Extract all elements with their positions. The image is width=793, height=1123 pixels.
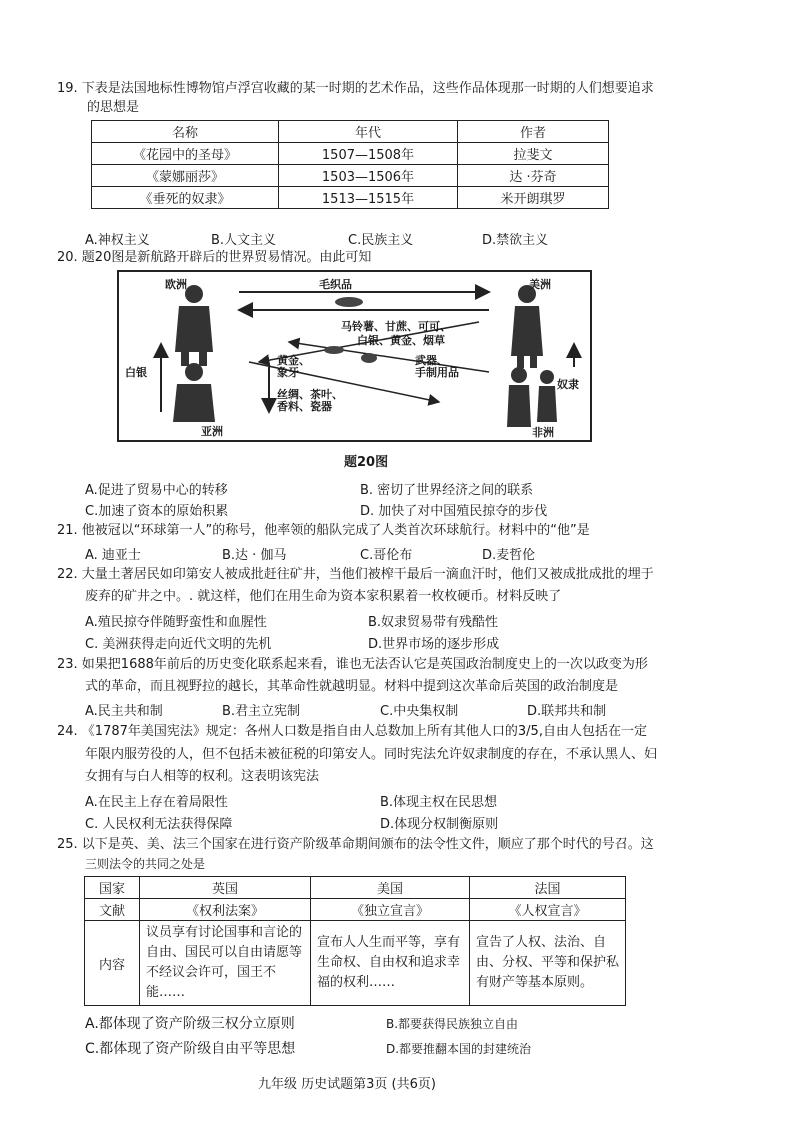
q25-country-usa: 美国: [311, 877, 470, 899]
label-silver: 白银: [125, 366, 147, 379]
q19-option-a[interactable]: A.神权主义: [85, 233, 150, 248]
q20-option-a[interactable]: A.促进了贸易中心的转移: [85, 483, 228, 498]
q22-option-a[interactable]: A.殖民掠夺伴随野蛮性和血腥性: [85, 615, 267, 630]
q25-row-label-content: 内容: [85, 921, 140, 1006]
q25-content-france: 宣告了人权、法治、自由、分权、平等和保护私有财产等基本原则。: [470, 921, 626, 1006]
label-americas-goods-2: 白银、黄金、烟草: [357, 334, 445, 347]
label-europe: 欧洲: [165, 278, 187, 291]
q19-cell: 1507—1508年: [279, 143, 458, 165]
q23-option-b[interactable]: B.君主立宪制: [222, 704, 301, 719]
q25-option-a[interactable]: A.都体现了资产阶级三权分立原则: [85, 1016, 295, 1032]
q24-option-d[interactable]: D.体现分权制衡原则: [380, 817, 499, 832]
trade-diagram: [119, 272, 590, 440]
q25-content-england: 议员享有讨论国事和言论的自由、国民可以自由请愿等不经议会许可，国王不能……: [140, 921, 311, 1006]
goods-icon: [324, 346, 344, 354]
label-slaves: 奴隶: [557, 378, 579, 391]
q25-doc-england: 《权利法案》: [140, 899, 311, 921]
q25-stem-line1: 25. 以下是英、美、法三个国家在进行资产阶级革命期间颁布的法令性文件，顺应了那个时代的号召。这: [57, 837, 654, 852]
q25-table: [84, 876, 626, 1006]
q20-trade-figure: [117, 270, 592, 442]
q19-cell: 1513—1515年: [279, 187, 458, 209]
q19-cell: 《垂死的奴隶》: [92, 187, 279, 209]
label-silk-1: 丝绸、茶叶、: [277, 388, 343, 401]
q20-option-c[interactable]: C.加速了资本的原始积累: [85, 504, 229, 519]
q19-header-period: 年代: [279, 121, 458, 143]
q23-stem-line2: 式的革命，而且视野拉的越长，其革命性就越明显。材料中提到这次革命后英国的政治制度是: [85, 679, 619, 694]
q23-option-a[interactable]: A.民主共和制: [85, 704, 163, 719]
q25-option-b[interactable]: B.都要获得民族独立自由: [386, 1017, 519, 1031]
q25-row-label-doc: 文献: [85, 899, 140, 921]
q24-option-b[interactable]: B.体现主权在民思想: [380, 795, 498, 810]
q19-header-author: 作者: [458, 121, 609, 143]
q25-option-d[interactable]: D.都要推翻本国的封建统治: [386, 1042, 532, 1056]
q24-option-a[interactable]: A.在民主上存在着局限性: [85, 795, 228, 810]
q22-option-b[interactable]: B.奴隶贸易带有残酷性: [368, 615, 499, 630]
q19-table: [91, 120, 609, 209]
q25-option-c[interactable]: C.都体现了资产阶级自由平等思想: [85, 1041, 296, 1057]
q19-cell: 《蒙娜丽莎》: [92, 165, 279, 187]
label-gold-ivory-2: 象牙: [277, 366, 299, 379]
q19-cell: 《花园中的圣母》: [92, 143, 279, 165]
q21-option-b[interactable]: B.达 · 伽马: [222, 548, 287, 563]
q25-stem-line2: 三则法令的共同之处是: [85, 857, 206, 871]
q19-option-d[interactable]: D.禁欲主义: [482, 233, 549, 248]
label-africa: 非洲: [532, 426, 554, 439]
goods-icon: [361, 353, 377, 363]
label-america: 美洲: [529, 278, 551, 291]
q19-stem-line2: 的思想是: [87, 100, 140, 115]
q24-stem-line1: 24. 《1787年美国宪法》规定：各州人口数是指自由人总数加上所有其他人口的3/5,自由人包括在一定: [57, 724, 647, 739]
label-asia: 亚洲: [201, 425, 223, 438]
q25-row-label-country: 国家: [85, 877, 140, 899]
page-footer: 九年级 历史试题第3页 (共6页): [258, 1077, 436, 1092]
q23-option-c[interactable]: C.中央集权制: [380, 704, 459, 719]
label-weapons-2: 手制用品: [415, 366, 459, 379]
q22-option-c[interactable]: C. 美洲获得走向近代文明的先机: [85, 637, 272, 652]
q25-content-usa: 宣布人人生而平等，享有生命权、自由权和追求幸福的权利……: [311, 921, 470, 1006]
q20-option-d[interactable]: D. 加快了对中国殖民掠夺的步伐: [360, 504, 548, 519]
q21-option-d[interactable]: D.麦哲伦: [482, 548, 536, 563]
label-silk-2: 香料、瓷器: [277, 400, 332, 413]
q19-cell: 米开朗琪罗: [458, 187, 609, 209]
q19-cell: 1503—1506年: [279, 165, 458, 187]
q24-stem-line3: 女拥有与白人相等的权利。这表明该宪法: [85, 769, 320, 784]
q24-option-c[interactable]: C. 人民权利无法获得保障: [85, 817, 233, 832]
q22-stem-line2: 废弃的矿井之中。. 就这样，他们在用生命为资本家积累着一枚枚硬币。材料反映了: [85, 589, 562, 604]
q21-stem: 21. 他被冠以“环球第一人”的称号，他率领的船队完成了人类首次环球航行。材料中的“他”是: [57, 523, 590, 538]
q20-caption: 题20图: [344, 455, 389, 470]
label-woolens: 毛织品: [319, 278, 352, 291]
asia-figure-icon: [173, 363, 215, 422]
q19-header-name: 名称: [92, 121, 279, 143]
q20-stem: 20. 题20图是新航路开辟后的世界贸易情况。由此可知: [57, 250, 372, 265]
q19-stem-line1: 19. 下表是法国地标性博物馆卢浮宫收藏的某一时期的艺术作品，这些作品体现那一时期的人们想要追求: [57, 81, 654, 96]
q19-cell: 拉斐文: [458, 143, 609, 165]
q19-option-b[interactable]: B.人文主义: [211, 233, 277, 248]
q25-country-france: 法国: [470, 877, 626, 899]
q25-country-england: 英国: [140, 877, 311, 899]
label-americas-goods-1: 马铃薯、甘蔗、可可、: [341, 320, 451, 333]
q25-doc-usa: 《独立宣言》: [311, 899, 470, 921]
label-gold-ivory-1: 黄金、: [277, 354, 310, 367]
america-figure-icon: [511, 285, 543, 368]
label-weapons-1: 武器、: [415, 354, 448, 367]
q21-option-a[interactable]: A. 迪亚士: [85, 548, 141, 563]
q22-stem-line1: 22. 大量土著居民如印第安人被成批赶往矿井，当他们被榨干最后一滴血汗时，他们又被成批成批的埋于: [57, 567, 654, 582]
africa-figure-icon: [507, 367, 557, 427]
europe-figure-icon: [175, 285, 213, 366]
q24-stem-line2: 年限内服劳役的人，但不包括未被征税的印第安人。同时宪法允许奴隶制度的存在，不承认黑人、妇: [85, 747, 658, 762]
q23-stem-line1: 23. 如果把1688年前后的历史变化联系起来看，谁也无法否认它是英国政治制度史上的一次以政变为形: [57, 657, 648, 672]
q25-doc-france: 《人权宣言》: [470, 899, 626, 921]
q23-option-d[interactable]: D.联邦共和制: [527, 704, 607, 719]
q19-cell: 达 ·芬奇: [458, 165, 609, 187]
q20-option-b[interactable]: B. 密切了世界经济之间的联系: [360, 483, 534, 498]
q21-option-c[interactable]: C.哥伦布: [360, 548, 413, 563]
goods-icon: [335, 297, 363, 307]
q22-option-d[interactable]: D.世界市场的逐步形成: [368, 637, 500, 652]
q19-option-c[interactable]: C.民族主义: [348, 233, 414, 248]
